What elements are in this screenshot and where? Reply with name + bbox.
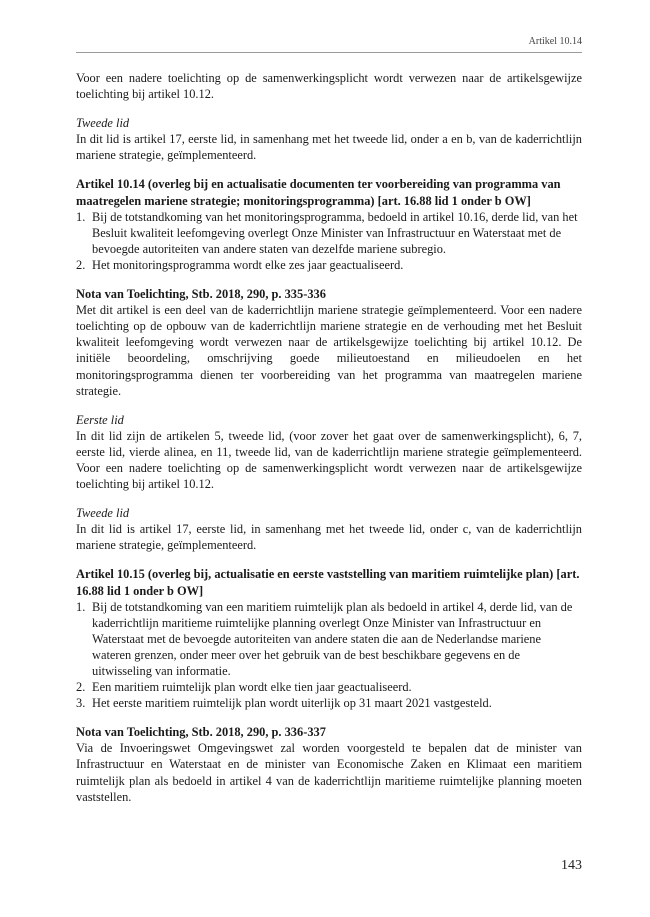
list-item: 3. Het eerste maritiem ruimtelijk plan wordt uiterlijk op 31 maart 2021 vastgesteld. — [76, 696, 492, 711]
nota-heading-335: Nota van Toelichting, Stb. 2018, 290, p. 335-336 — [76, 287, 326, 302]
paragraph-eerste-lid: In dit lid zijn de artikelen 5, tweede lid, (voor zover het gaat over de samenwerkingsplicht), 6, 7, eerste lid, vierde alinea, en 11, tweede lid, van de kaderrichtlijn mariene strategie geïmplementeerd. Voor een nadere toelichting op de samenwerkingsplicht wordt verwezen naar de artikelsgewijze toelichting bij artikel 10.12. — [76, 428, 582, 492]
intro-paragraph: Voor een nadere toelichting op de samenwerkingsplicht wordt verwezen naar de artikelsgewijze toelichting bij artikel 10.12. — [76, 71, 582, 102]
nota-paragraph-335: Met dit artikel is een deel van de kaderrichtlijn mariene strategie geïmplementeerd. Voor een nadere toelichting op de opbouw van de kaderrichtlijn mariene strategie en de verhouding met het Besluit kwaliteit leefomgeving wordt verwezen naar de artikelsgewijze toelichting bij artikel 10.12. De initiële beoordeling, omschrijving goede milieutoestand en milieudoelen en het monitoringsprogramma dienen ter voorbereiding van het programma van maatregelen mariene strategie. — [76, 303, 582, 398]
subheading-eerste-lid: Eerste lid — [76, 412, 124, 427]
paragraph-tweede-lid: In dit lid is artikel 17, eerste lid, in samenhang met het tweede lid, onder a en b, van de kaderrichtlijn mariene strategie, geïmplementeerd. — [76, 132, 582, 163]
subheading-tweede-lid: Tweede lid — [76, 116, 130, 131]
page-number: 143 — [561, 858, 582, 873]
running-head: Artikel 10.14 — [528, 36, 582, 47]
header-rule — [76, 52, 582, 53]
paragraph-tweede-lid-2: In dit lid is artikel 17, eerste lid, in samenhang met het tweede lid, onder c, van de kaderrichtlijn mariene strategie, geïmplementeerd. — [76, 522, 582, 553]
article-10-14-heading: Artikel 10.14 (overleg bij en actualisatie documenten ter voorbereiding van programma van maatregelen mariene strategie; monitoringsprogramma) [art. 16.88 lid 1 onder b OW] — [76, 177, 561, 208]
nota-paragraph-336: Via de Invoeringswet Omgevingswet zal worden voorgesteld te bepalen dat de minister van Infrastructuur en Waterstaat en de minister van Economische Zaken en Klimaat een maritiem ruimtelijk plan als bedoeld in artikel 4 van de kaderrichtlijn maritieme ruimtelijke planning moeten vaststellen. — [76, 741, 582, 804]
page-content — [76, 70, 582, 805]
article-10-15-list — [76, 599, 582, 712]
article-10-15-heading: Artikel 10.15 (overleg bij, actualisatie en eerste vaststelling van maritiem ruimtelijke plan) [art. 16.88 lid 1 onder b OW] — [76, 567, 580, 598]
list-item: 1. Bij de totstandkoming van het monitoringsprogramma, bedoeld in artikel 10.16, derde lid, van het Besluit kwaliteit leefomgeving overlegt Onze Minister van Infrastructuur en Waterstaat met de bevoegde autoriteiten van andere staten van dezelfde mariene subregio. — [76, 209, 578, 256]
article-10-14-list — [76, 209, 582, 273]
nota-heading-336: Nota van Toelichting, Stb. 2018, 290, p. 336-337 — [76, 725, 326, 740]
list-item: 2. Een maritiem ruimtelijk plan wordt elke tien jaar geactualiseerd. — [76, 680, 412, 695]
list-item: 1. Bij de totstandkoming van een maritiem ruimtelijk plan als bedoeld in artikel 4, derde lid, van de kaderrichtlijn maritieme ruimtelijke planning overlegt Onze Minister van Infrastructuur en Waterstaat met de bevoegde autoriteiten van andere staten die aan de Nederlandse mariene wateren grenzen, onder meer over het gebruik van de best beschikbare gegevens en de uitwisseling van informatie. — [76, 599, 573, 678]
list-item: 2. Het monitoringsprogramma wordt elke zes jaar geactualiseerd. — [76, 257, 404, 272]
subheading-tweede-lid-2: Tweede lid — [76, 506, 130, 521]
